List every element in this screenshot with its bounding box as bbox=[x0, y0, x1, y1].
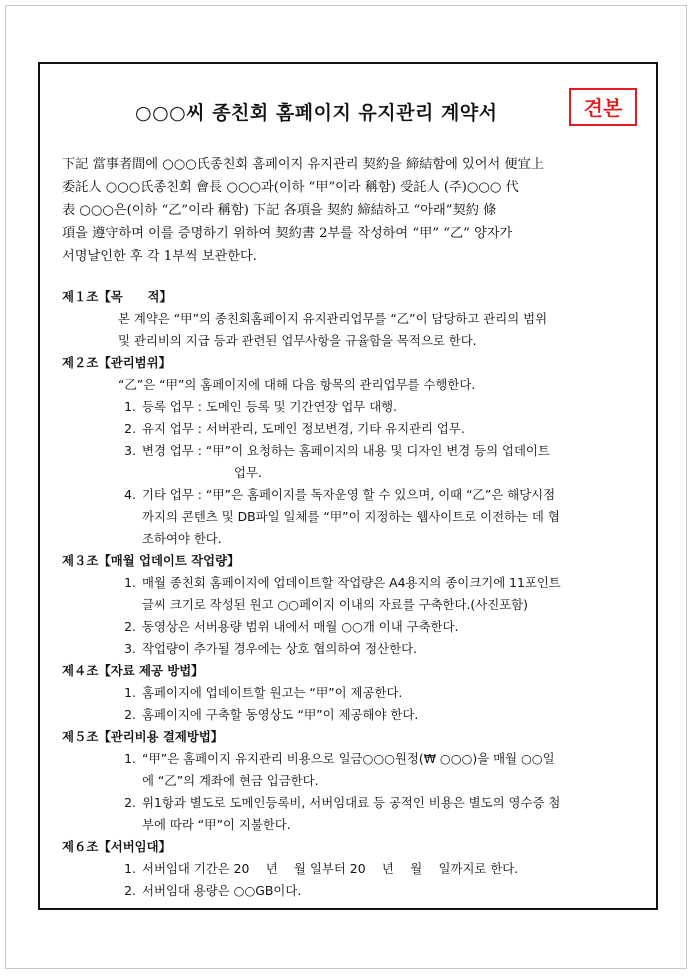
article-4 bbox=[62, 660, 642, 726]
item-number: 2. bbox=[124, 883, 136, 898]
intro-line: 下記 當事者間에 ○○○氏종친회 홈페이지 유지관리 契約을 締結함에 있어서 便宜上 bbox=[62, 157, 544, 172]
title-row bbox=[0, 88, 694, 128]
list-item bbox=[118, 572, 642, 616]
item-text: 서버임대 기간은 20 년 월 일부터 20 년 월 일까지로 한다. bbox=[142, 861, 519, 876]
intro-line: 서명날인한 후 각 1부씩 보관한다. bbox=[62, 249, 257, 264]
item-number: 1. bbox=[124, 751, 136, 766]
list-item bbox=[118, 682, 642, 704]
item-number: 2. bbox=[124, 707, 136, 722]
paragraph-line: 본 계약은 “甲”의 종친회홈페이지 유지관리업무를 “乙”이 담당하고 관리의 범위 bbox=[118, 311, 548, 326]
intro-line: 項을 遵守하며 이를 증명하기 위하여 契約書 2부를 작성하여 “甲” “乙” 양자가 bbox=[62, 226, 513, 241]
item-text: 동영상은 서버용량 범위 내에서 매월 ○○개 이내 구축한다. bbox=[142, 619, 459, 634]
item-text: 글씨 크기로 작성된 원고 ○○페이지 이내의 자료를 구축한다.(사진포함) bbox=[142, 597, 528, 612]
item-text: 에 “乙”의 계좌에 현금 입금한다. bbox=[142, 773, 319, 788]
list-item bbox=[118, 440, 642, 484]
item-text: 매월 종친회 홈페이지에 업데이트할 작업량은 A4용지의 종이크기에 11포인트 bbox=[142, 575, 561, 590]
list-item bbox=[118, 748, 642, 792]
sample-stamp: 견본 bbox=[569, 88, 637, 126]
list-item bbox=[118, 858, 642, 880]
item-number: 2. bbox=[124, 795, 136, 810]
article-heading: 제４조【자료 제공 방법】 bbox=[62, 663, 204, 678]
item-text: “甲”은 홈페이지 유지관리 비용으로 일금○○○원정(₩ ○○○)을 매월 ○○일 bbox=[142, 751, 555, 766]
article-heading: 제３조【매월 업데이트 작업량】 bbox=[62, 553, 240, 568]
intro-paragraph bbox=[62, 153, 636, 268]
paragraph-line: “乙”은 “甲”의 홈페이지에 대해 다음 항목의 관리업무를 수행한다. bbox=[118, 377, 476, 392]
item-text: 변경 업무 : “甲”이 요청하는 홈페이지의 내용 및 디자인 변경 등의 업데이트 bbox=[142, 443, 550, 458]
article-3 bbox=[62, 550, 642, 660]
article-5 bbox=[62, 726, 642, 836]
document-title: ○○○씨 종친회 홈페이지 유지관리 계약서 bbox=[135, 102, 498, 124]
item-text: 조하여야 한다. bbox=[142, 531, 222, 546]
item-text: 작업량이 추가될 경우에는 상호 협의하여 정산한다. bbox=[142, 641, 417, 656]
item-number: 1. bbox=[124, 685, 136, 700]
articles bbox=[62, 286, 642, 902]
list-item bbox=[118, 418, 642, 440]
article-paragraph bbox=[118, 374, 642, 396]
item-number: 1. bbox=[124, 575, 136, 590]
item-text: 업무. bbox=[234, 465, 262, 480]
article-paragraph bbox=[118, 308, 642, 352]
article-6 bbox=[62, 836, 642, 902]
list-item bbox=[118, 396, 642, 418]
list-item bbox=[118, 792, 642, 836]
article-heading: 제６조【서버임대】 bbox=[62, 839, 171, 854]
list-item bbox=[118, 616, 642, 638]
intro-line: 表 ○○○은(이하 “乙”이라 稱함) 下記 各項을 契約 締結하고 “아래”契約 條 bbox=[62, 203, 497, 218]
article-heading: 제２조【관리범위】 bbox=[62, 355, 171, 370]
item-text: 유지 업무 : 서버관리, 도메인 정보변경, 기타 유지관리 업무. bbox=[142, 421, 465, 436]
paragraph-line: 및 관리비의 지급 등과 관련된 업무사항을 규율함을 목적으로 한다. bbox=[118, 333, 477, 348]
intro-line: 委託人 ○○○氏종친회 會長 ○○○과(이하 “甲”이라 稱함) 受託人 (주)○○○ 代 bbox=[62, 180, 519, 195]
item-number: 4. bbox=[124, 487, 136, 502]
article-1 bbox=[62, 286, 642, 352]
item-text: 까지의 콘텐츠 및 DB파일 일체를 “甲”이 지정하는 웹사이트로 이전하는 데 협 bbox=[142, 509, 560, 524]
article-heading: 제１조【목 적】 bbox=[62, 289, 172, 304]
item-text: 등록 업무 : 도메인 등록 및 기간연장 업무 대행. bbox=[142, 399, 398, 414]
item-text: 홈페이지에 구축할 동영상도 “甲”이 제공해야 한다. bbox=[142, 707, 419, 722]
item-text: 위1항과 별도로 도메인등록비, 서버임대료 등 공적인 비용은 별도의 영수증 첨 bbox=[142, 795, 561, 810]
item-text: 부에 따라 “甲”이 지불한다. bbox=[142, 817, 291, 832]
item-number: 1. bbox=[124, 399, 136, 414]
list-item bbox=[118, 704, 642, 726]
item-number: 3. bbox=[124, 641, 136, 656]
list-item bbox=[118, 484, 642, 550]
article-2 bbox=[62, 352, 642, 550]
item-number: 1. bbox=[124, 861, 136, 876]
item-number: 2. bbox=[124, 619, 136, 634]
list-item bbox=[118, 880, 642, 902]
article-heading: 제５조【관리비용 결제방법】 bbox=[62, 729, 224, 744]
item-number: 2. bbox=[124, 421, 136, 436]
item-text: 기타 업무 : “甲”은 홈페이지를 독자운영 할 수 있으며, 이때 “乙”은 해당시점 bbox=[142, 487, 556, 502]
list-item bbox=[118, 638, 642, 660]
item-text: 홈페이지에 업데이트할 원고는 “甲”이 제공한다. bbox=[142, 685, 403, 700]
item-number: 3. bbox=[124, 443, 136, 458]
item-text: 서버임대 용량은 ○○GB이다. bbox=[142, 883, 302, 898]
